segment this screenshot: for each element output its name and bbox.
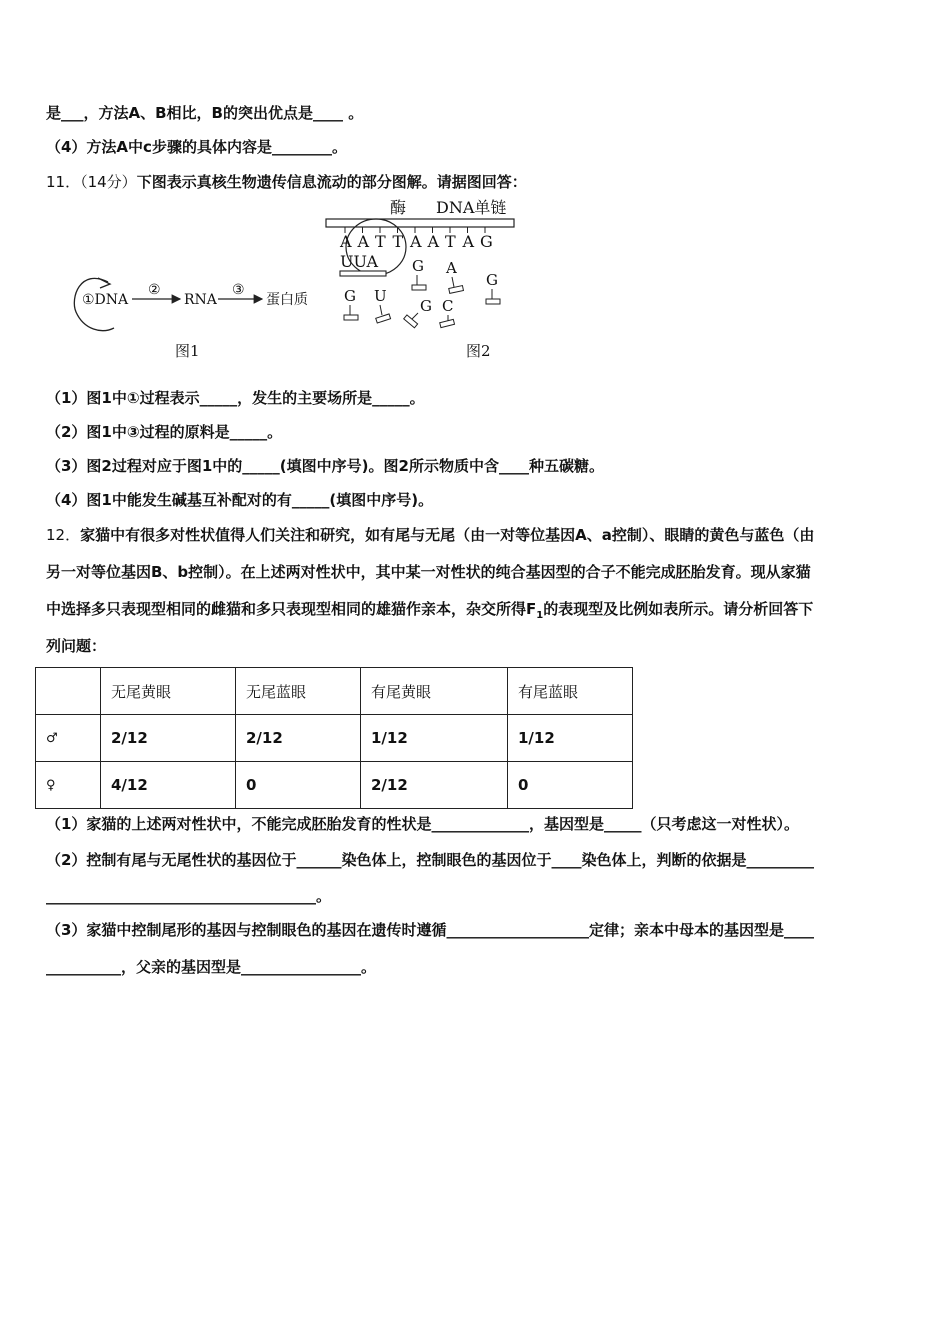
text-line: __________，父亲的基因型是________________。 <box>46 958 377 976</box>
table-header-row <box>36 668 633 715</box>
nucleotide-base: G <box>344 287 356 305</box>
nucleotide-base: G <box>486 271 498 289</box>
text-line: （2）控制有尾与无尾性状的基因位于______染色体上，控制眼色的基因位于____染色体上，判断的依据是_________ <box>46 851 814 869</box>
dna-base: T <box>375 232 386 251</box>
table-header-cell <box>36 668 101 715</box>
sex-symbol-male: ♂ <box>36 715 101 762</box>
fig1-node-dna: ①DNA <box>82 292 129 308</box>
question-11-title <box>46 172 527 192</box>
nucleotide-base: A <box>446 259 457 277</box>
question-12-line <box>46 525 814 545</box>
nucleotide-base: U <box>374 287 387 305</box>
table-header-cell: 无尾蓝眼 <box>236 668 361 715</box>
text-line: ____________________________________。 <box>46 887 332 905</box>
text-segment: 中选择多只表现型相同的雌猫和多只表现型相同的雄猫作亲本，杂交所得F <box>46 600 537 618</box>
dna-base: A <box>427 232 440 251</box>
text-line: （4）图1中能发生碱基互补配对的有_____(填图中序号)。 <box>46 491 434 509</box>
free-nucleotide <box>412 257 426 290</box>
dna-backbone <box>326 219 514 227</box>
dna-base: A <box>340 232 352 251</box>
figure-1-diagram <box>70 268 330 338</box>
free-nucleotide <box>486 271 500 304</box>
text-line <box>46 599 813 626</box>
nucleotide-base: G <box>420 297 432 315</box>
nucleotide-base: C <box>442 297 454 315</box>
table-cell: 0 <box>236 762 361 809</box>
fig1-label-2: ② <box>148 282 161 298</box>
table-cell: 2/12 <box>101 715 236 762</box>
text-line: （2）图1中③过程的原料是_____。 <box>46 423 283 441</box>
text-segment: 的表现型及比例如表所示。请分析回答下 <box>543 600 814 618</box>
nucleotide-base: G <box>412 257 424 275</box>
question-text: 下图表示真核生物遗传信息流动的部分图解。请据图回答： <box>136 173 527 191</box>
fig2-strand-label: DNA单链 <box>436 198 507 217</box>
sex-symbol-female: ♀ <box>36 762 101 809</box>
free-nucleotide <box>374 287 391 323</box>
text-line: （3）家猫中控制尾形的基因与控制眼色的基因在遗传时遵循___________________定律；亲本中母本的基因型是____ <box>46 921 814 939</box>
rna-backbone <box>340 271 386 276</box>
dna-base: A <box>410 232 422 251</box>
table-header-cell: 无尾黄眼 <box>101 668 236 715</box>
dna-base: A <box>357 232 370 251</box>
text-line: 是___，方法A、B相比，B的突出优点是____ 。 <box>46 104 364 122</box>
dna-bases <box>339 227 493 251</box>
fig1-node-rna: RNA <box>184 292 217 308</box>
figure-2-diagram <box>318 195 538 340</box>
table-cell: 2/12 <box>236 715 361 762</box>
table-cell: 1/12 <box>508 715 633 762</box>
text-line: （3）图2过程对应于图1中的_____(填图中序号)。图2所示物质中含____种五碳糖。 <box>46 457 604 475</box>
text-line: 另一对等位基因B、b控制）。在上述两对性状中，其中某一对性状的纯合基因型的合子不能完成胚胎发育。现从家猫 <box>46 563 811 581</box>
free-nucleotide <box>445 259 463 293</box>
free-nucleotide <box>344 287 358 320</box>
table-header-cell: 有尾黄眼 <box>361 668 508 715</box>
table-cell: 1/12 <box>361 715 508 762</box>
ratio-table <box>35 667 633 809</box>
text-line: 列问题： <box>46 637 107 655</box>
text-line: （1）家猫的上述两对性状中，不能完成胚胎发育的性状是_____________，基因型是_____（只考虑这一对性状）。 <box>46 815 799 833</box>
text-line: （1）图1中①过程表示_____，发生的主要场所是_____。 <box>46 389 425 407</box>
question-number: 11．（14分） <box>46 173 137 191</box>
table-cell: 2/12 <box>361 762 508 809</box>
dna-base: T <box>445 232 456 251</box>
question-number: 12． <box>46 526 81 544</box>
paired-rna: UUA <box>340 252 379 271</box>
free-nucleotide <box>404 297 432 328</box>
dna-base: T <box>392 232 404 251</box>
table-cell: 0 <box>508 762 633 809</box>
figure-2-caption: 图2 <box>466 342 491 360</box>
free-nucleotide <box>440 297 455 328</box>
fig2-enzyme-label: 酶 <box>390 198 407 217</box>
table-header-cell: 有尾蓝眼 <box>508 668 633 715</box>
dna-base: A <box>462 232 475 251</box>
subscript: 1 <box>536 610 544 621</box>
table-row <box>36 715 633 762</box>
table-row <box>36 762 633 809</box>
question-text: 家猫中有很多对性状值得人们关注和研究，如有尾与无尾（由一对等位基因A、a控制）、眼睛的黄色与蓝色（由 <box>80 526 815 544</box>
fig1-node-protein: 蛋白质 <box>266 292 308 308</box>
fig1-label-3: ③ <box>232 282 245 298</box>
table-cell: 4/12 <box>101 762 236 809</box>
dna-base: G <box>480 232 493 251</box>
text-line: （4）方法A中c步骤的具体内容是________。 <box>46 138 347 156</box>
figure-1-caption: 图1 <box>175 342 200 360</box>
